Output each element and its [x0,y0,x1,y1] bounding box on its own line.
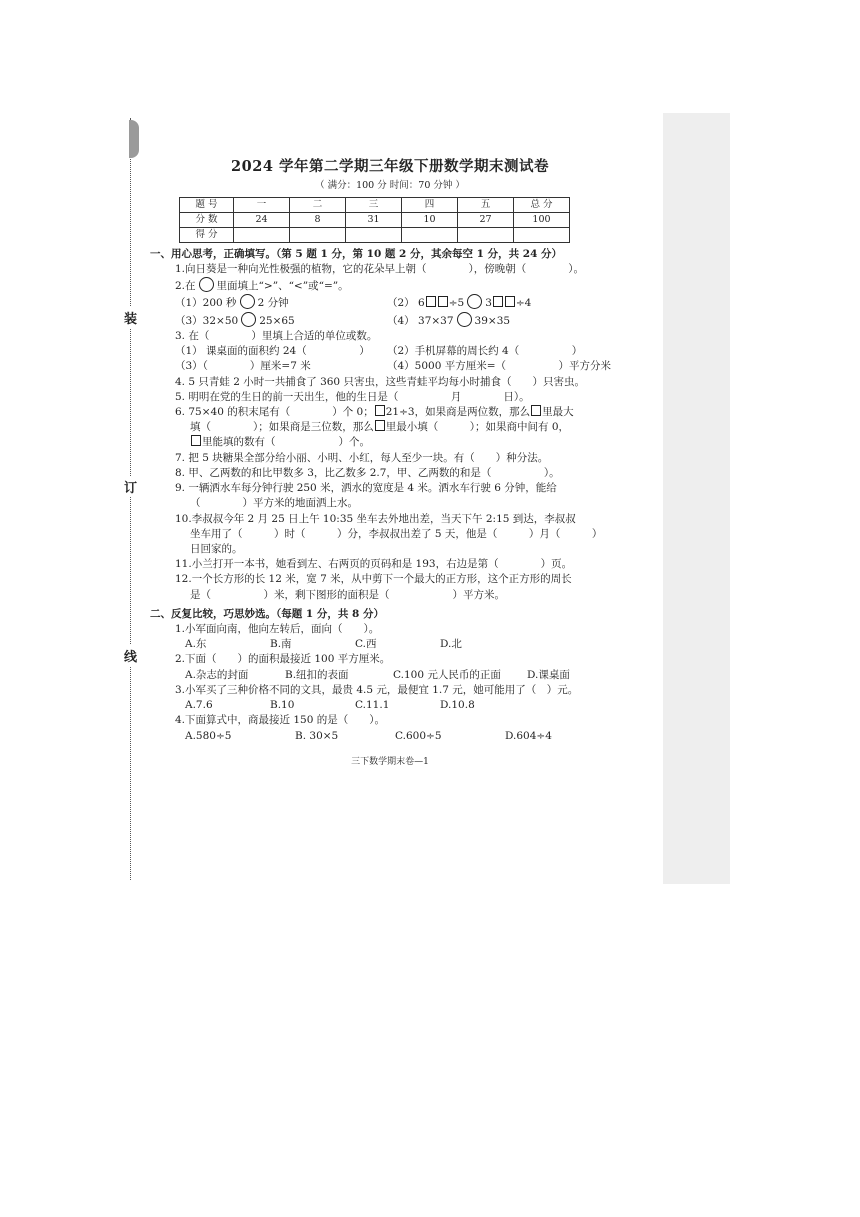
question-3-row-b: （3）（ ）厘米=7 米 （4）5000 平方厘米=（ ）平方分米 [175,360,612,373]
section-2-title: 二、反复比较，巧思妙选。（每题 1 分，共 8 分） [150,607,384,620]
compare-circle-icon [199,277,214,292]
option-b[interactable]: B.纽扣的表面 [285,668,349,681]
option-d[interactable]: D.10.8 [440,699,475,712]
answer-circle-icon[interactable] [457,312,472,327]
score-cell: 100 [514,212,570,227]
answer-circle-icon[interactable] [241,312,256,327]
question-7: 7. 把 5 块糖果全部分给小丽、小明、小红，每人至少一块。有（ ）种分法。 [175,451,549,464]
binding-char-ding: 订 [124,476,137,497]
score-cell: 一 [234,197,290,212]
option-b[interactable]: B.南 [270,638,292,651]
choice-question-3: 3.小军买了三种价格不同的文具，最贵 4.5 元，最便宜 1.7 元，她可能用了（ ）元。 [175,683,579,696]
score-cell: 分 数 [180,212,234,227]
option-c[interactable]: C.西 [355,638,377,651]
blank-box-icon [375,405,385,416]
blank-box-icon [531,405,541,416]
choice-options-2 [185,668,630,683]
choice-options-4 [185,729,630,744]
exam-subtitle: （ 满分：100 分 时间：70 分钟 ） [315,180,465,192]
question-9: 9. 一辆洒水车每分钟行驶 250 米，洒水的宽度是 4 米。洒水车行驶 6 分钟，能给 [175,482,557,495]
option-b[interactable]: B. 30×5 [295,729,339,742]
score-cell: 五 [458,197,514,212]
score-cell: 四 [402,197,458,212]
option-d[interactable]: D.北 [440,638,462,651]
question-2-row-b: （3）32×50 25×65 （4） 37×37 39×35 [175,312,630,329]
option-c[interactable]: C.600÷5 [395,729,442,742]
option-a[interactable]: A.东 [185,638,207,651]
section-1-title: 一、用心思考，正确填写。（第 5 题 1 分，第 10 题 2 分，其余每空 1 分，共 24 分） [150,247,563,260]
background-strip [663,113,730,884]
answer-circle-icon[interactable] [240,294,255,309]
score-cell: 题 号 [180,197,234,212]
binding-char-xian: 线 [124,645,137,666]
blank-box-icon [426,296,436,307]
binding-tab [129,120,139,158]
option-b[interactable]: B.10 [270,699,295,712]
blank-box-icon [505,296,515,307]
page-footer: 三下数学期末卷—1 [351,756,429,767]
option-d[interactable]: D.604÷4 [505,729,552,742]
question-10: 10.李叔叔今年 2 月 25 日上午 10:35 坐车去外地出差，当天下午 2:15 到达，李叔叔 [175,512,576,525]
question-8: 8. 甲、乙两数的和比甲数多 3，比乙数多 2.7，甲、乙两数的和是（ ）。 [175,466,560,479]
blank-box-icon [375,420,385,431]
question-2: 2.在 里面填上“>”、“<”或“=”。 [175,277,630,294]
question-12: 12.一个长方形的长 12 米，宽 7 米，从中剪下一个最大的正方形，这个正方形的周长 [175,573,572,586]
choice-options-3 [185,698,630,713]
blank-box-icon [191,435,201,446]
question-6-line-2: 填（ ）；如果商是三位数，那么 里最小填（ ）；如果商中间有 0， [190,421,570,434]
score-table [179,197,570,243]
option-c[interactable]: C.11.1 [355,699,390,712]
score-input-cell[interactable] [458,227,514,242]
option-a[interactable]: A.杂志的封面 [185,668,249,681]
answer-circle-icon[interactable] [467,294,482,309]
question-10-line-3: 日回家的。 [190,542,243,555]
score-input-cell[interactable] [346,227,402,242]
question-5: 5. 明明在党的生日的前一天出生，他的生日是（ 月 日）。 [175,390,530,403]
score-cell: 得 分 [180,227,234,242]
question-4: 4. 5 只青蛙 2 小时一共捕食了 360 只害虫，这些青蛙平均每小时捕食（ ）只害虫。 [175,375,585,388]
blank-box-icon [438,296,448,307]
score-input-cell[interactable] [234,227,290,242]
score-got-row [180,227,570,242]
choice-options-1 [185,637,630,652]
score-input-cell[interactable] [514,227,570,242]
option-c[interactable]: C.100 元人民币的正面 [393,668,501,681]
question-2-row-a: （1）200 秒 2 分钟 （2） 6 ÷5 3 ÷4 [175,294,630,311]
exam-title: 2024 学年第二学期三年级下册数学期末测试卷 [231,158,549,175]
question-11: 11.小兰打开一本书，她看到左、右两页的页码和是 193，右边是第（ ）页。 [175,558,573,571]
score-cell: 总 分 [514,197,570,212]
question-9-line-2: （ ）平方米的地面洒上水。 [190,497,358,510]
question-12-line-2: 是（ ）米，剩下图形的面积是（ ）平方米。 [190,588,505,601]
score-header-row [180,197,570,212]
question-10-line-2: 坐车用了（ ）时（ ）分，李叔叔出差了 5 天，他是（ ）月（ ） [190,527,603,540]
blank-box-icon [493,296,503,307]
choice-question-4: 4.下面算式中，商最接近 150 的是（ ）。 [175,714,385,727]
score-cell: 31 [346,212,402,227]
binding-char-zhuang: 装 [124,307,137,328]
option-a[interactable]: A.7.6 [185,699,213,712]
option-d[interactable]: D.课桌面 [527,668,570,681]
choice-question-1: 1.小军面向南，他向左转后，面向（ ）。 [175,623,380,636]
score-cell: 24 [234,212,290,227]
score-points-row [180,212,570,227]
score-cell: 10 [402,212,458,227]
score-cell: 三 [346,197,402,212]
score-cell: 二 [290,197,346,212]
question-1: 1.向日葵是一种向光性极强的植物，它的花朵早上朝（ ），傍晚朝（ ）。 [175,263,585,275]
question-3-row-a: （1） 课桌面的面积约 24（ ） （2）手机屏幕的周长约 4（ ） [175,345,583,358]
score-cell: 8 [290,212,346,227]
score-input-cell[interactable] [402,227,458,242]
question-3: 3. 在（ ）里填上合适的单位或数。 [175,329,378,342]
exam-page [150,150,630,769]
question-6-line-3: 里能填的数有（ ）个。 [190,435,630,450]
score-input-cell[interactable] [290,227,346,242]
binding-line [130,118,131,880]
option-a[interactable]: A.580÷5 [185,729,232,742]
choice-question-2: 2.下面（ ）的面积最接近 100 平方厘米。 [175,653,391,666]
score-cell: 27 [458,212,514,227]
question-6: 6. 75×40 的积末尾有（ ）个 0； 21÷3，如果商是两位数，那么 里最大 [175,405,574,418]
